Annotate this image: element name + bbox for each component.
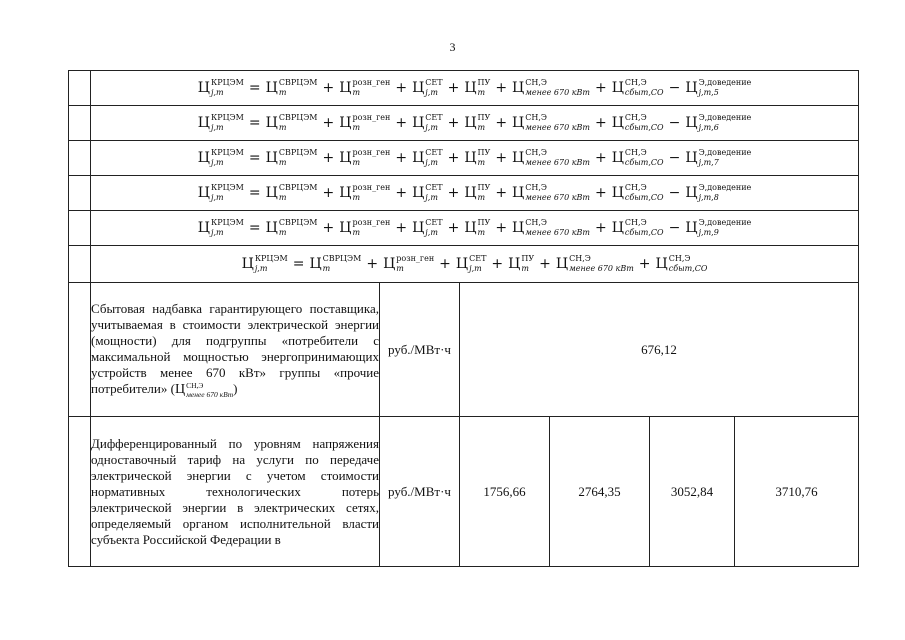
formula-term (512, 218, 590, 238)
formula-operator: + (495, 115, 508, 131)
symbol-superscript: СН,Э (525, 218, 548, 227)
symbol-subscript: m (477, 158, 486, 167)
symbol-base: Ц (412, 220, 425, 236)
symbol-base: Ц (174, 381, 186, 397)
symbol-base: Ц (309, 256, 322, 272)
symbol-subscript: сбыт,СО (668, 264, 708, 273)
symbol-superscript: СН,Э (624, 183, 647, 192)
formula-term (266, 148, 318, 168)
symbol-subscript: менее 670 кВт (569, 264, 634, 273)
symbol-subscript: сбыт,СО (624, 228, 664, 237)
formula-operator: + (322, 150, 335, 166)
symbol-subscript: сбыт,СО (624, 158, 664, 167)
symbol-base: Ц (512, 220, 525, 236)
symbol-superscript: ПУ (477, 113, 491, 122)
symbol-superscript: СВРЦЭМ (278, 218, 318, 227)
symbol-base: Ц (241, 256, 254, 272)
left-margin-cell (69, 71, 91, 106)
formula-operator: + (322, 220, 335, 236)
symbol-subscript: m (477, 88, 486, 97)
symbol-base: Ц (265, 80, 278, 96)
symbol-subscript: m (352, 158, 361, 167)
formula-operator: + (495, 80, 508, 96)
symbol-subscript: менее 670 кВт (186, 389, 234, 399)
formula-term (339, 78, 390, 98)
formula-operator: + (539, 256, 551, 272)
symbol-superscript: СН,Э (186, 380, 204, 390)
formula-term (339, 148, 390, 168)
formula-deduction-term (685, 218, 751, 238)
formula-term (309, 254, 361, 274)
symbol-base: Ц (512, 80, 525, 96)
symbol-superscript: СН,Э (525, 113, 548, 122)
symbol-subscript: m (278, 123, 287, 132)
left-margin-cell (69, 211, 91, 246)
symbol-subscript: j,m (425, 88, 438, 97)
symbol-subscript: m (477, 228, 486, 237)
symbol-superscript: СВРЦЭМ (278, 113, 318, 122)
formula-term (512, 148, 590, 168)
formula-term (656, 254, 708, 274)
markup-description (91, 283, 380, 417)
symbol-superscript: Э,доведение (698, 78, 752, 87)
symbol-subscript: менее 670 кВт (525, 228, 590, 237)
symbol-base: Ц (197, 185, 210, 201)
formula-term (508, 254, 534, 274)
symbol-superscript: КРЦЭМ (211, 218, 244, 227)
formula-operator: + (495, 185, 508, 201)
formula-term (556, 254, 634, 274)
symbol-superscript: СН,Э (624, 78, 647, 87)
symbol-superscript: КРЦЭМ (254, 254, 288, 263)
formula-operator: + (447, 80, 460, 96)
formula-term (339, 113, 390, 133)
formula-operator: + (395, 220, 408, 236)
symbol-superscript: ПУ (477, 183, 491, 192)
tariff-value-4: 3710,76 (735, 417, 859, 567)
left-margin-cell (69, 106, 91, 141)
formula-row (91, 176, 859, 211)
symbol-base: Ц (655, 256, 668, 272)
symbol-subscript: менее 670 кВт (525, 193, 590, 202)
symbol-subscript: j,m (254, 264, 268, 273)
formula-operator: + (395, 150, 408, 166)
formula-operator: + (594, 220, 607, 236)
symbol-base: Ц (685, 80, 698, 96)
symbol-superscript: СН,Э (525, 148, 548, 157)
formula-term (512, 113, 590, 133)
symbol-superscript: СН,Э (624, 148, 647, 157)
formula-operator: + (495, 150, 508, 166)
left-margin-cell (69, 176, 91, 211)
formula-operator: − (668, 80, 681, 96)
symbol-superscript: СВРЦЭМ (278, 78, 318, 87)
symbol-base: Ц (464, 185, 477, 201)
symbol-subscript: j,m (425, 228, 438, 237)
symbol-superscript: розн_ген (352, 148, 391, 157)
symbol-base: Ц (464, 220, 477, 236)
formula-operator: = (248, 185, 261, 201)
symbol-subscript: j,m (211, 228, 224, 237)
formula-operator: + (447, 150, 460, 166)
symbol-base: Ц (265, 185, 278, 201)
symbol-base: Ц (611, 220, 624, 236)
symbol-superscript: розн_ген (352, 113, 391, 122)
formula-term (412, 183, 443, 203)
symbol-subscript: m (278, 158, 287, 167)
symbol-subscript: j,m,7 (698, 158, 719, 167)
symbol-superscript: ПУ (477, 218, 491, 227)
symbol-base: Ц (685, 150, 698, 166)
symbol-base: Ц (197, 150, 210, 166)
symbol-superscript: СЕТ (425, 148, 443, 157)
symbol-base: Ц (512, 185, 525, 201)
formula-term (266, 113, 318, 133)
symbol-subscript: j,m,9 (698, 228, 719, 237)
formula-operator: + (491, 256, 504, 272)
tariff-value-1: 1756,66 (460, 417, 550, 567)
formula-term (412, 113, 443, 133)
symbol-base: Ц (512, 150, 525, 166)
formula-operator: = (248, 220, 261, 236)
symbol-superscript: СН,Э (624, 218, 647, 227)
symbol-superscript: СВРЦЭМ (278, 183, 318, 192)
symbol-superscript: КРЦЭМ (211, 113, 244, 122)
tariff-unit: руб./МВт·ч (380, 417, 460, 567)
formula-term (339, 218, 390, 238)
symbol-subscript: менее 670 кВт (525, 158, 590, 167)
symbol-base: Ц (339, 80, 352, 96)
symbol-subscript: m (521, 264, 529, 273)
symbol-superscript: Э,доведение (698, 218, 752, 227)
formula-operator: + (447, 115, 460, 131)
symbol-superscript: СН,Э (525, 183, 548, 192)
symbol-subscript: j,m (425, 193, 438, 202)
formula-term (339, 183, 390, 203)
symbol-superscript: СН,Э (668, 254, 691, 263)
formula-term (612, 183, 664, 203)
formula-term (512, 183, 590, 203)
symbol-base: Ц (512, 115, 525, 131)
formula-operator: + (322, 115, 335, 131)
symbol-subscript: j,m (211, 88, 224, 97)
symbol-superscript: КРЦЭМ (211, 183, 244, 192)
symbol-base: Ц (455, 256, 469, 272)
symbol-superscript: Э,доведение (698, 113, 752, 122)
symbol-subscript: j,m (469, 264, 482, 273)
formula-operator: + (439, 256, 451, 272)
symbol-superscript: Э,доведение (698, 148, 752, 157)
symbol-superscript: розн_ген (352, 183, 391, 192)
formula-row (91, 141, 859, 176)
symbol-base: Ц (464, 115, 477, 131)
symbol-subscript: j,m,6 (698, 123, 719, 132)
symbol-subscript: m (278, 88, 287, 97)
symbol-base: Ц (197, 80, 210, 96)
formula-operator: + (638, 256, 651, 272)
symbol-subscript: m (352, 228, 361, 237)
symbol-subscript: j,m,5 (698, 88, 719, 97)
symbol-superscript: СЕТ (425, 183, 443, 192)
symbol-base: Ц (611, 115, 624, 131)
markup-closing: ) (233, 380, 238, 396)
symbol-subscript: j,m,8 (698, 193, 719, 202)
formula-term (512, 78, 590, 98)
symbol-subscript: m (278, 228, 287, 237)
left-margin-cell (69, 417, 91, 567)
formula-deduction-term (685, 148, 751, 168)
formula-lhs (242, 254, 288, 274)
symbol-subscript: j,m (211, 193, 224, 202)
formula-lhs (198, 113, 244, 133)
symbol-subscript: m (352, 123, 361, 132)
tariff-description: Дифференцированный по уровням напряжения одноставочный тариф на услуги по передаче электрической энергии с учетом стоимости нормативных технологических потерь электрической энергии в электрических сетях, определяемый органом исполнительной власти субъекта Российской Федерации в (91, 417, 380, 567)
symbol-superscript: розн_ген (352, 78, 391, 87)
markup-symbol-term (175, 381, 233, 399)
formula-operator: = (292, 256, 305, 272)
page-number: 3 (449, 40, 456, 54)
formula-operator: − (668, 115, 681, 131)
symbol-base: Ц (412, 185, 425, 201)
formula-operator: − (668, 150, 681, 166)
symbol-base: Ц (412, 115, 425, 131)
symbol-superscript: СЕТ (425, 113, 443, 122)
symbol-base: Ц (197, 115, 210, 131)
symbol-superscript: розн_ген (352, 218, 391, 227)
left-margin-cell (69, 283, 91, 417)
symbol-base: Ц (611, 80, 624, 96)
formula-term (383, 254, 434, 274)
left-margin-cell (69, 141, 91, 176)
symbol-base: Ц (464, 80, 477, 96)
formula-deduction-term (685, 183, 751, 203)
formula-term (612, 148, 664, 168)
symbol-superscript: СН,Э (569, 254, 591, 263)
symbol-superscript: СЕТ (469, 254, 487, 263)
symbol-superscript: КРЦЭМ (211, 148, 244, 157)
formula-operator: + (322, 185, 335, 201)
formula-term (464, 148, 490, 168)
symbol-base: Ц (265, 115, 278, 131)
formula-operator: + (594, 80, 607, 96)
symbol-superscript: СН,Э (624, 113, 647, 122)
symbol-subscript: m (352, 193, 361, 202)
symbol-superscript: ПУ (477, 78, 491, 87)
symbol-subscript: m (477, 193, 486, 202)
formula-operator: = (248, 80, 261, 96)
formula-operator: + (395, 185, 408, 201)
symbol-superscript: СВРЦЭМ (278, 148, 318, 157)
formula-lhs (198, 183, 244, 203)
symbol-subscript: менее 670 кВт (525, 123, 590, 132)
formula-deduction-term (685, 113, 751, 133)
formula-operator: = (248, 115, 261, 131)
symbol-base: Ц (383, 256, 396, 272)
symbol-base: Ц (339, 185, 352, 201)
formula-term (464, 183, 490, 203)
formula-term (612, 78, 664, 98)
symbol-subscript: сбыт,СО (624, 193, 664, 202)
symbol-base: Ц (265, 220, 278, 236)
formula-operator: + (594, 185, 607, 201)
symbol-subscript: сбыт,СО (624, 123, 664, 132)
formula-term (412, 78, 443, 98)
markup-symbol (175, 381, 233, 399)
symbol-superscript: СВРЦЭМ (322, 254, 362, 263)
symbol-base: Ц (685, 185, 698, 201)
formula-operator: + (322, 80, 335, 96)
symbol-base: Ц (339, 115, 352, 131)
symbol-base: Ц (685, 220, 698, 236)
symbol-subscript: менее 670 кВт (525, 88, 590, 97)
formula-row (91, 106, 859, 141)
symbol-subscript: j,m (425, 123, 438, 132)
formula-lhs (198, 78, 244, 98)
formula-operator: + (366, 256, 379, 272)
symbol-base: Ц (685, 115, 698, 131)
tariff-value-3: 3052,84 (650, 417, 735, 567)
formula-operator: + (495, 220, 508, 236)
symbol-base: Ц (197, 220, 210, 236)
symbol-subscript: сбыт,СО (624, 88, 664, 97)
formula-row (91, 211, 859, 246)
formula-term (464, 78, 490, 98)
symbol-superscript: ПУ (521, 254, 535, 263)
symbol-subscript: m (322, 264, 331, 273)
markup-description-text: Сбытовая надбавка гарантирующего поставщика, учитываемая в стоимости электрической энергии (мощности) для подгруппы «потребители с максимальной мощностью энергопринимающих устройств менее 670 кВт» группы «прочие потребители» ( (91, 300, 379, 396)
symbol-base: Ц (611, 185, 624, 201)
symbol-superscript: розн_ген (396, 254, 435, 263)
formula-lhs (198, 148, 244, 168)
formula-term (266, 78, 318, 98)
formula-operator: + (447, 185, 460, 201)
symbol-superscript: ПУ (477, 148, 491, 157)
formula-term (464, 218, 490, 238)
formula-operator: = (248, 150, 261, 166)
formula-term (464, 113, 490, 133)
symbol-base: Ц (412, 150, 425, 166)
symbol-subscript: m (278, 193, 287, 202)
symbol-base: Ц (611, 150, 624, 166)
formula-operator: + (594, 115, 607, 131)
formula-term (612, 113, 664, 133)
symbol-base: Ц (339, 220, 352, 236)
tariff-value-2: 2764,35 (550, 417, 650, 567)
formula-deduction-term (685, 78, 751, 98)
formula-term (266, 218, 318, 238)
symbol-superscript: СН,Э (525, 78, 548, 87)
symbol-base: Ц (555, 256, 569, 272)
symbol-superscript: СЕТ (425, 218, 443, 227)
symbol-base: Ц (339, 150, 352, 166)
markup-unit: руб./МВт·ч (380, 283, 460, 417)
formula-row-base (91, 246, 859, 283)
symbol-subscript: j,m (211, 123, 224, 132)
formula-row (91, 71, 859, 106)
markup-value: 676,12 (460, 283, 859, 417)
symbol-subscript: j,m (211, 158, 224, 167)
formula-term (266, 183, 318, 203)
symbol-subscript: m (477, 123, 486, 132)
formula-term (412, 148, 443, 168)
tariff-table (68, 70, 859, 567)
symbol-base: Ц (265, 150, 278, 166)
symbol-subscript: j,m (425, 158, 438, 167)
symbol-subscript: m (396, 264, 404, 273)
formula-operator: + (395, 80, 408, 96)
symbol-subscript: m (352, 88, 361, 97)
symbol-base: Ц (508, 256, 521, 272)
symbol-superscript: КРЦЭМ (211, 78, 244, 87)
formula-operator: − (668, 185, 681, 201)
symbol-base: Ц (412, 80, 425, 96)
symbol-base: Ц (464, 150, 477, 166)
formula-term (456, 254, 487, 274)
formula-term (612, 218, 664, 238)
formula-operator: + (395, 115, 408, 131)
formula-operator: + (447, 220, 460, 236)
formula-operator: + (594, 150, 607, 166)
formula-lhs (198, 218, 244, 238)
symbol-superscript: СЕТ (425, 78, 443, 87)
left-margin-cell (69, 246, 91, 283)
formula-operator: − (668, 220, 681, 236)
symbol-superscript: Э,доведение (698, 183, 752, 192)
formula-term (412, 218, 443, 238)
